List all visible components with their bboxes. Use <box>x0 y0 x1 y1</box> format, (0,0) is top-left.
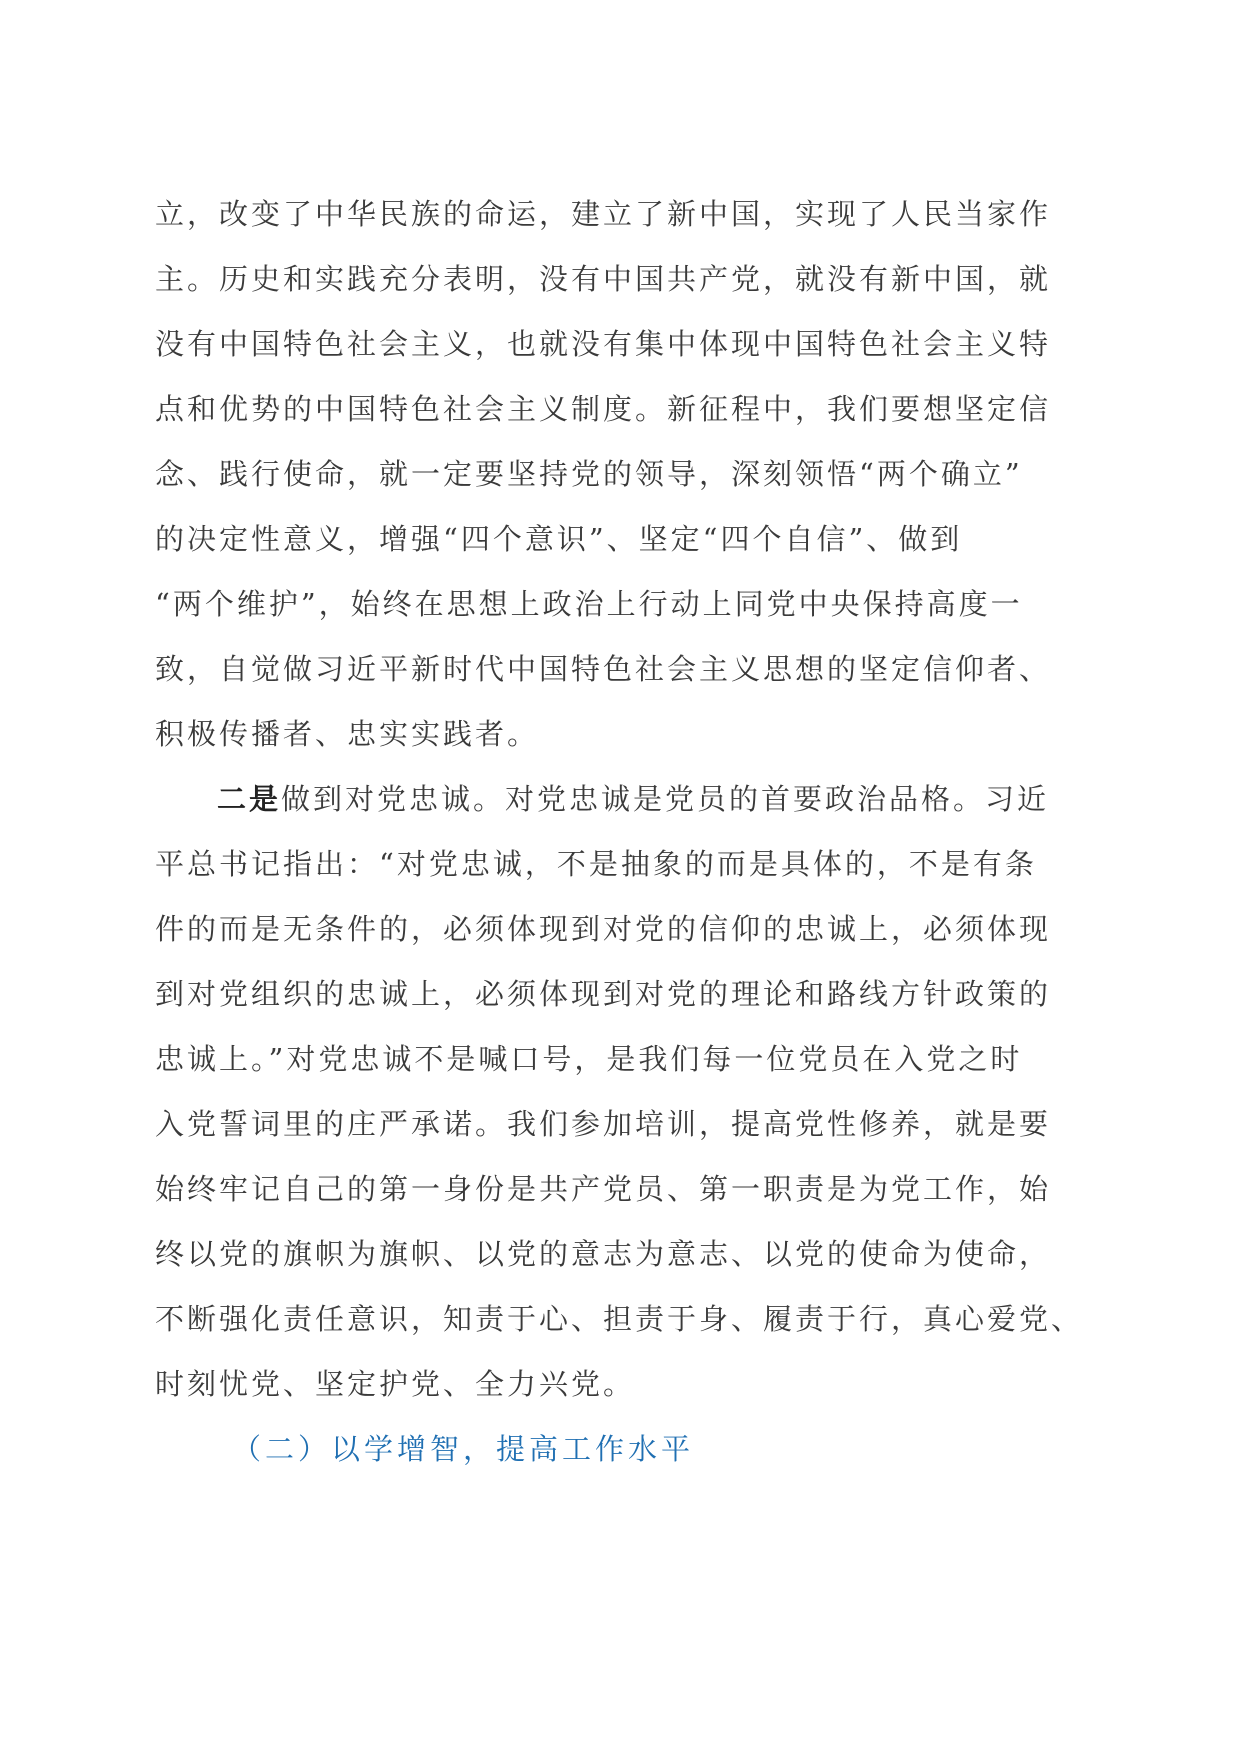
paragraph-first-line <box>217 781 1049 817</box>
section-heading: （二）以学增智，提高工作水平 <box>232 1432 695 1466</box>
paragraph-line: “两个维护”，始终在思想上政治上行动上同党中央保持高度一 <box>155 587 1023 621</box>
paragraph-line: 点和优势的中国特色社会主义制度。新征程中，我们要想坚定信 <box>155 392 1052 426</box>
paragraph-line: 积极传播者、忠实实践者。 <box>155 717 540 751</box>
paragraph-line: 时刻忧党、坚定护党、全力兴党。 <box>155 1367 636 1401</box>
paragraph-line: 的决定性意义，增强“四个意识”、坚定“四个自信”、做到 <box>155 522 963 556</box>
paragraph-line: 立，改变了中华民族的命运，建立了新中国，实现了人民当家作 <box>155 197 1052 231</box>
paragraph-line: 致，自觉做习近平新时代中国特色社会主义思想的坚定信仰者、 <box>155 652 1052 686</box>
paragraph-line: 忠诚上。”对党忠诚不是喊口号，是我们每一位党员在入党之时 <box>155 1042 1023 1076</box>
paragraph-lead-bold: 二是 <box>217 782 282 816</box>
paragraph-line: 不断强化责任意识，知责于心、担责于身、履责于行，真心爱党、 <box>155 1302 1084 1336</box>
paragraph-line: 念、践行使命，就一定要坚持党的领导，深刻领悟“两个确立” <box>155 457 1023 491</box>
paragraph-line: 件的而是无条件的，必须体现到对党的信仰的忠诚上，必须体现 <box>155 912 1052 946</box>
paragraph-line: 终以党的旗帜为旗帜、以党的意志为意志、以党的使命为使命， <box>155 1237 1052 1271</box>
paragraph-line: 始终牢记自己的第一身份是共产党员、第一职责是为党工作，始 <box>155 1172 1052 1206</box>
paragraph-line: 主。历史和实践充分表明，没有中国共产党，就没有新中国，就 <box>155 262 1052 296</box>
paragraph-line: 平总书记指出：“对党忠诚，不是抽象的而是具体的，不是有条 <box>155 847 1037 881</box>
paragraph-line: 到对党组织的忠诚上，必须体现到对党的理论和路线方针政策的 <box>155 977 1052 1011</box>
paragraph-line: 没有中国特色社会主义，也就没有集中体现中国特色社会主义特 <box>155 327 1052 361</box>
paragraph-first-line-text: 做到对党忠诚。对党忠诚是党员的首要政治品格。习近 <box>281 782 1050 816</box>
paragraph-line: 入党誓词里的庄严承诺。我们参加培训，提高党性修养，就是要 <box>155 1107 1052 1141</box>
